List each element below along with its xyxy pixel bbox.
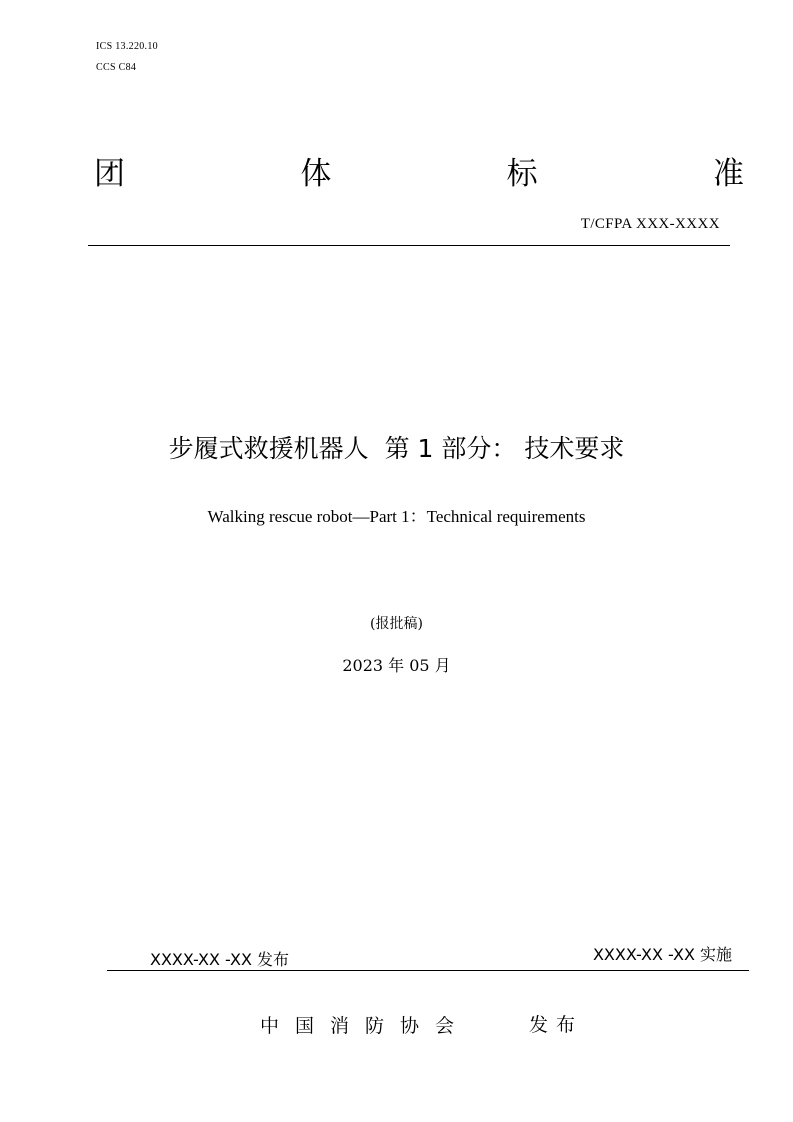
standard-type-heading [94, 152, 744, 196]
document-title-chinese: 步履式救援机器人 第 1 部分： 技术要求 [168, 434, 625, 463]
draft-date: 2023 年 05 月 [342, 656, 451, 675]
ics-code: ICS 13.220.10 [96, 41, 158, 52]
footer-divider [107, 970, 749, 971]
document-title-english: Walking rescue robot—Part 1：Technical requirements [207, 507, 586, 526]
standard-type-char: 标 [506, 156, 538, 192]
draft-status: (报批稿) [370, 616, 423, 632]
standard-type-char: 准 [712, 156, 744, 192]
standard-number: T/CFPA XXX-XXXX [580, 216, 720, 232]
standard-type-char: 体 [300, 156, 332, 192]
header-divider [88, 245, 730, 246]
publish-label: 发布 [529, 1014, 584, 1036]
publisher-name: 中国消防协会 [260, 1015, 471, 1037]
publish-date: XXXX-XX -XX 发布 [150, 950, 290, 969]
effective-date: XXXX-XX -XX 实施 [592, 945, 732, 964]
standard-type-char: 团 [94, 156, 125, 192]
ccs-code: CCS C84 [96, 62, 137, 73]
